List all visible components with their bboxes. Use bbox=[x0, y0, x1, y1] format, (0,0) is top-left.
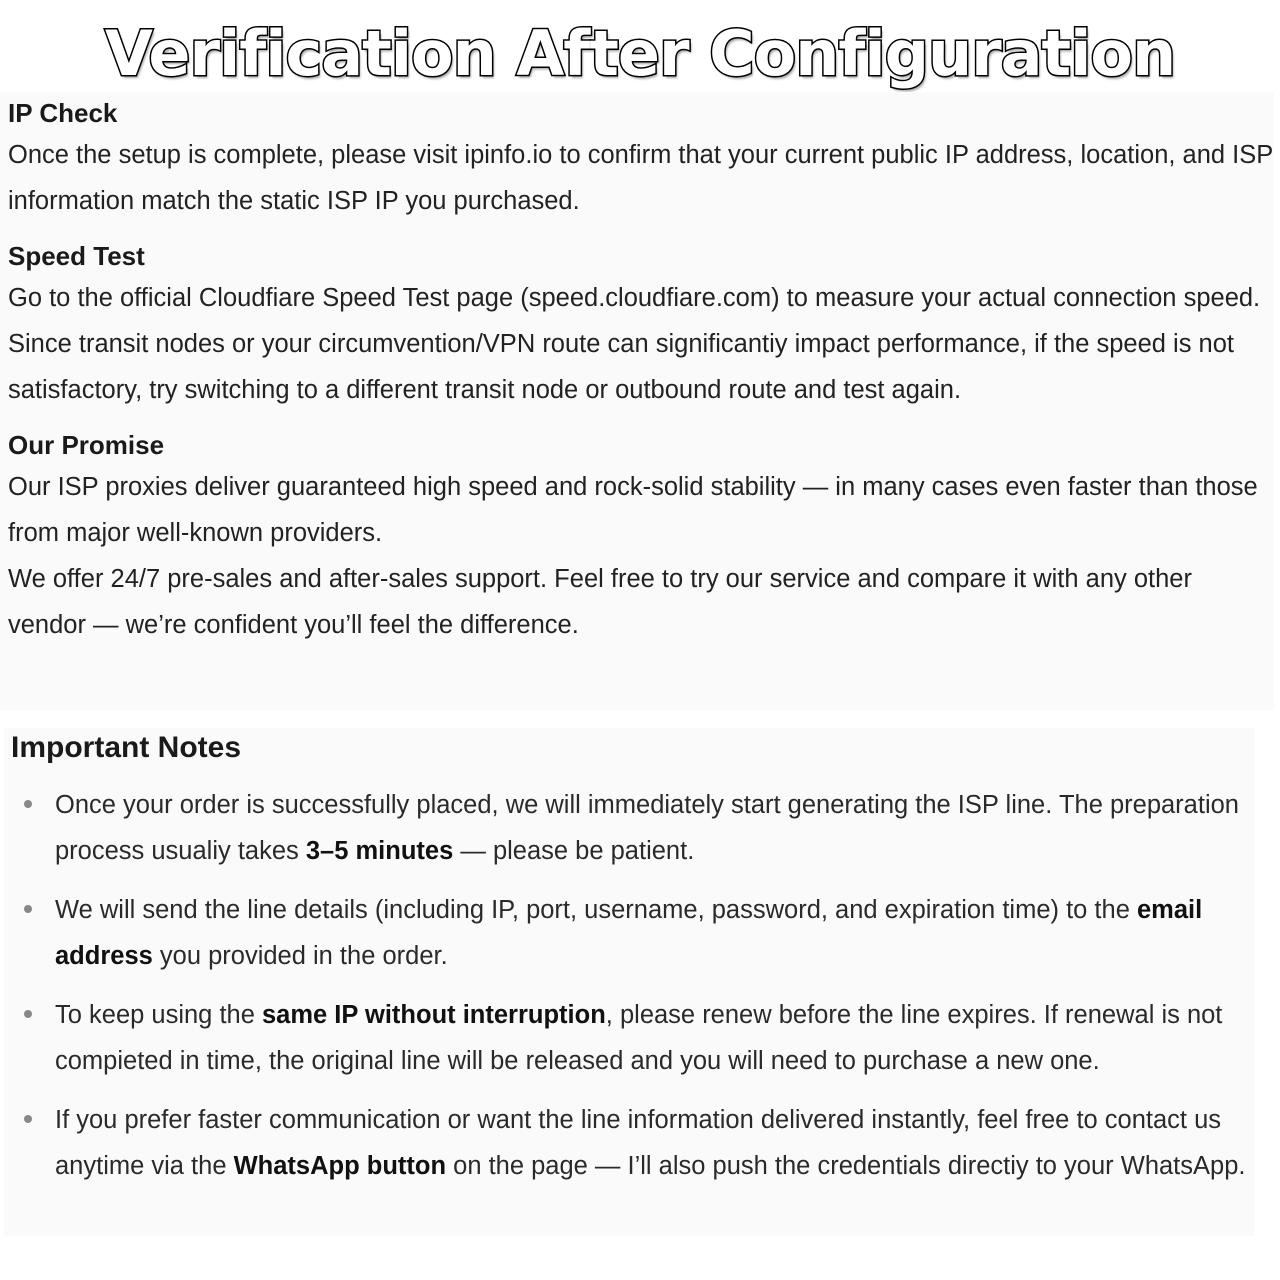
page-title: Verification After Configuration bbox=[104, 17, 1176, 90]
bullet-icon bbox=[24, 905, 32, 913]
section-paragraph: Once the setup is complete, please visit ipinfo.io to confirm that your current public IP address, location, and ISP information match the static ISP IP you purchased. bbox=[8, 141, 1273, 215]
emphasis: WhatsApp button bbox=[233, 1152, 447, 1180]
note-item: To keep using the same IP without interruption, please renew before the line expires. If renewal is not compieted in time, the original line will be released and you will need to purchase a new one. bbox=[4, 992, 1254, 1084]
bullet-icon bbox=[24, 1115, 32, 1123]
emphasis: same IP without interruption bbox=[261, 1001, 606, 1029]
section-heading: Speed Test bbox=[8, 241, 145, 271]
note-item: Once your order is successfully placed, we will immediately start generating the ISP line. The preparation process usualiy takes 3–5 minutes — please be patient. bbox=[4, 782, 1254, 874]
notes-list bbox=[4, 782, 1254, 1189]
section-paragraph: We offer 24/7 pre-sales and after-sales support. Feel free to try our service and compare it with any other vendor — we’re confident you’ll feel the difference. bbox=[8, 565, 1192, 639]
bullet-icon bbox=[24, 1010, 32, 1018]
section-paragraph: Go to the official Cloudfiare Speed Test page (speed.cloudfiare.com) to measure your actual connection speed. bbox=[8, 284, 1261, 312]
note-item: If you prefer faster communication or want the line information delivered instantly, feel free to contact us anytime via the WhatsApp button on the page — I’ll also push the credentials directiy to your WhatsApp. bbox=[4, 1097, 1254, 1189]
important-notes-panel bbox=[4, 728, 1254, 1236]
our-promise-section bbox=[8, 426, 1274, 648]
section-heading: IP Check bbox=[8, 98, 118, 128]
speed-test-section bbox=[8, 237, 1274, 413]
emphasis: email address bbox=[55, 896, 1203, 970]
bullet-icon bbox=[24, 800, 32, 808]
section-paragraph: Our ISP proxies deliver guaranteed high speed and rock-solid stability — in many cases even faster than those from major well-known providers. bbox=[8, 473, 1258, 547]
ip-check-section bbox=[8, 94, 1274, 224]
emphasis: 3–5 minutes bbox=[305, 837, 454, 865]
verification-panel bbox=[0, 92, 1274, 710]
section-heading: Our Promise bbox=[8, 430, 165, 460]
notes-heading: Important Notes bbox=[11, 731, 242, 764]
note-item: We will send the line details (including IP, port, username, password, and expiration time) to the email address you provided in the order. bbox=[4, 887, 1254, 979]
section-paragraph: Since transit nodes or your circumvention/VPN route can significantiy impact performance, if the speed is not satisfactory, try switching to a different transit node or outbound route and test again. bbox=[8, 330, 1235, 404]
